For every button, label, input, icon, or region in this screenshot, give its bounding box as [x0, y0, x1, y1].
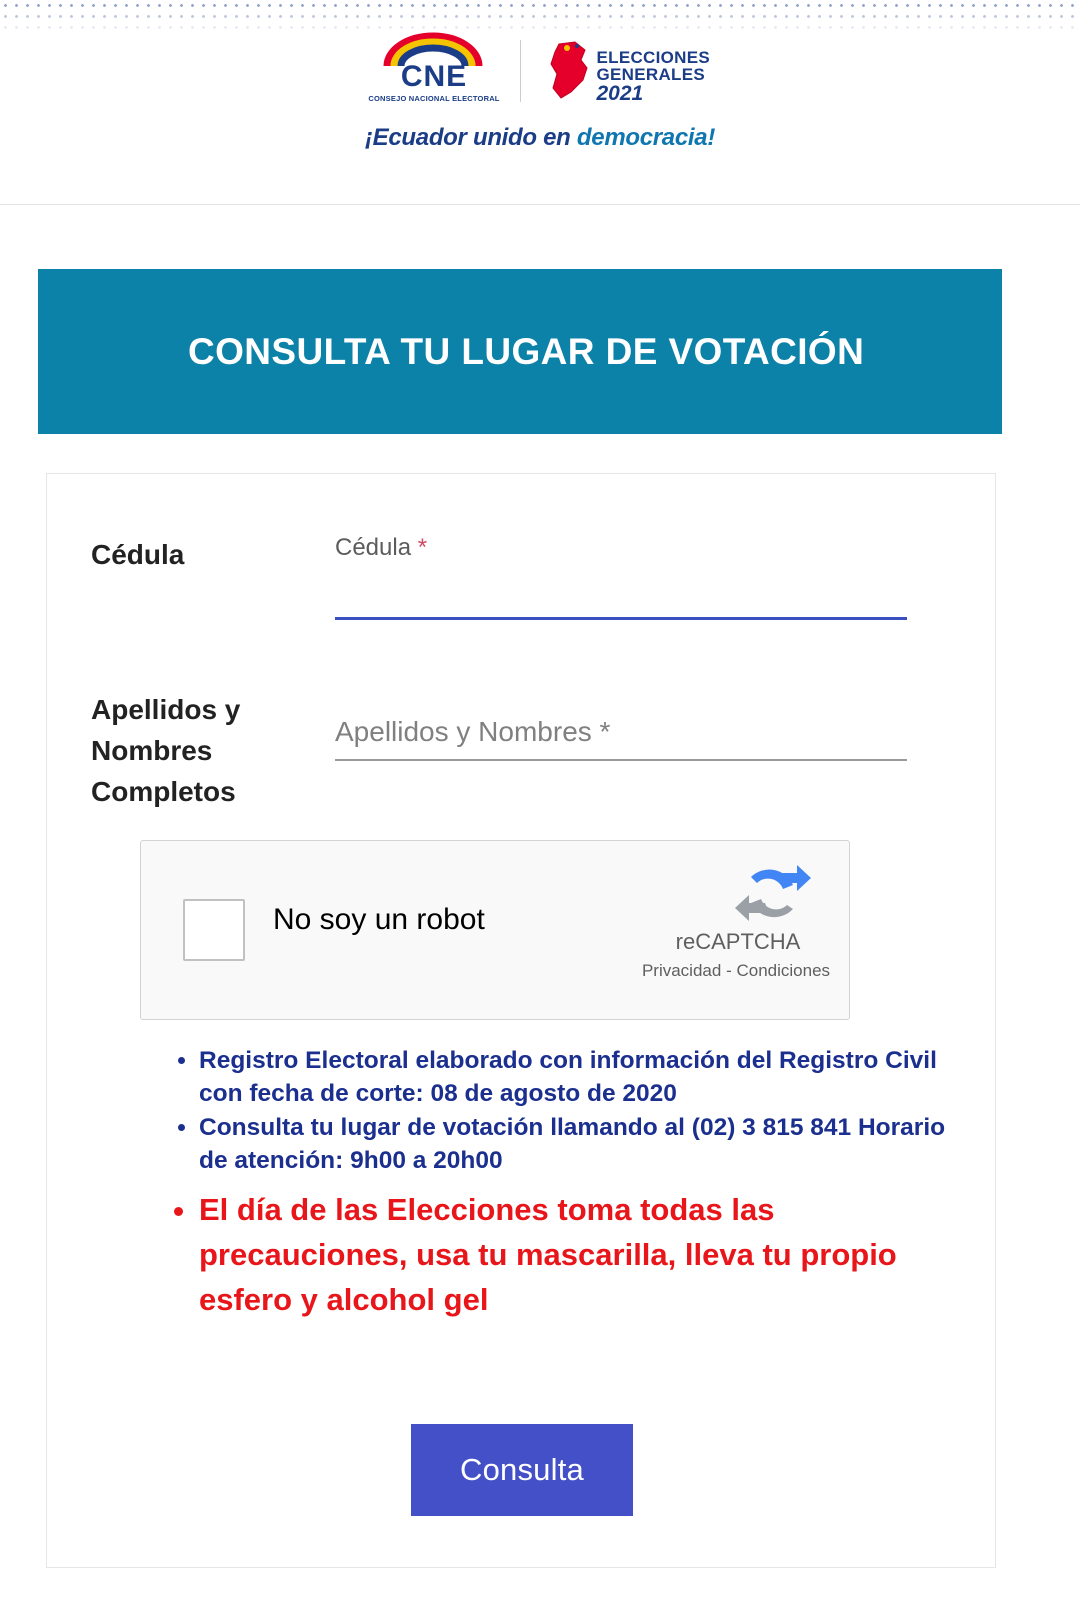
notes-list	[157, 1044, 947, 1322]
cne-logo-subtitle: CONSEJO NACIONAL ELECTORAL	[368, 94, 500, 103]
site-header	[0, 0, 1080, 205]
slogan-text-part1: ¡Ecuador unido en	[364, 124, 577, 151]
cne-wordmark: CNE	[400, 60, 468, 93]
elecciones-generales-logo	[539, 32, 714, 110]
recaptcha-link-separator: -	[726, 961, 732, 980]
logo-divider	[520, 40, 521, 102]
recaptcha-brand: reCAPTCHA	[675, 929, 801, 954]
recaptcha-label: No soy un robot	[273, 903, 485, 936]
consulta-submit-button[interactable]: Consulta	[411, 1424, 633, 1516]
cedula-floating-label-text: Cédula	[335, 534, 412, 561]
cne-logo	[367, 32, 502, 110]
list-item: • Registro Electoral elaborado con información del Registro Civil con fecha de corte: 08 de agosto de 2020	[199, 1044, 947, 1110]
consulta-form-card	[46, 473, 996, 1568]
elecciones-line2: GENERALES	[596, 65, 705, 84]
cedula-side-label: Cédula	[91, 539, 185, 570]
nombres-input[interactable]	[335, 705, 907, 761]
page-title-bar	[38, 269, 1002, 434]
page-title: CONSULTA TU LUGAR DE VOTACIÓN	[188, 330, 865, 372]
nombres-field-row	[47, 689, 995, 829]
list-item: • Consulta tu lugar de votación llamando al (02) 3 815 841 Horario de atención: 9h00 a 20h00	[199, 1111, 947, 1177]
site-slogan	[0, 124, 1080, 152]
recaptcha-widget[interactable]	[140, 840, 850, 1020]
elecciones-year: 2021	[596, 82, 644, 105]
ecuador-map-icon	[545, 40, 593, 102]
cedula-floating-label	[335, 534, 427, 562]
cedula-field-row	[47, 534, 995, 654]
cedula-required-mark: *	[417, 534, 428, 561]
list-item-warning: • El día de las Elecciones toma todas las precauciones, usa tu mascarilla, lleva tu propio esfero y alcohol gel	[199, 1187, 947, 1322]
nombres-side-label: Apellidos y Nombres Completos	[91, 694, 241, 807]
recaptcha-icon	[731, 863, 815, 925]
form-notes	[157, 1044, 947, 1322]
elecciones-line1: ELECCIONES	[596, 48, 711, 67]
recaptcha-terms-link[interactable]: Condiciones	[736, 961, 831, 980]
decorative-dot-pattern	[0, 0, 1080, 34]
logo-row	[0, 32, 1080, 110]
cedula-input[interactable]	[335, 568, 907, 620]
recaptcha-links	[631, 961, 841, 981]
slogan-text-part2: democracia!	[576, 124, 716, 151]
recaptcha-checkbox[interactable]	[183, 899, 245, 961]
recaptcha-privacy-link[interactable]: Privacidad	[641, 961, 722, 980]
